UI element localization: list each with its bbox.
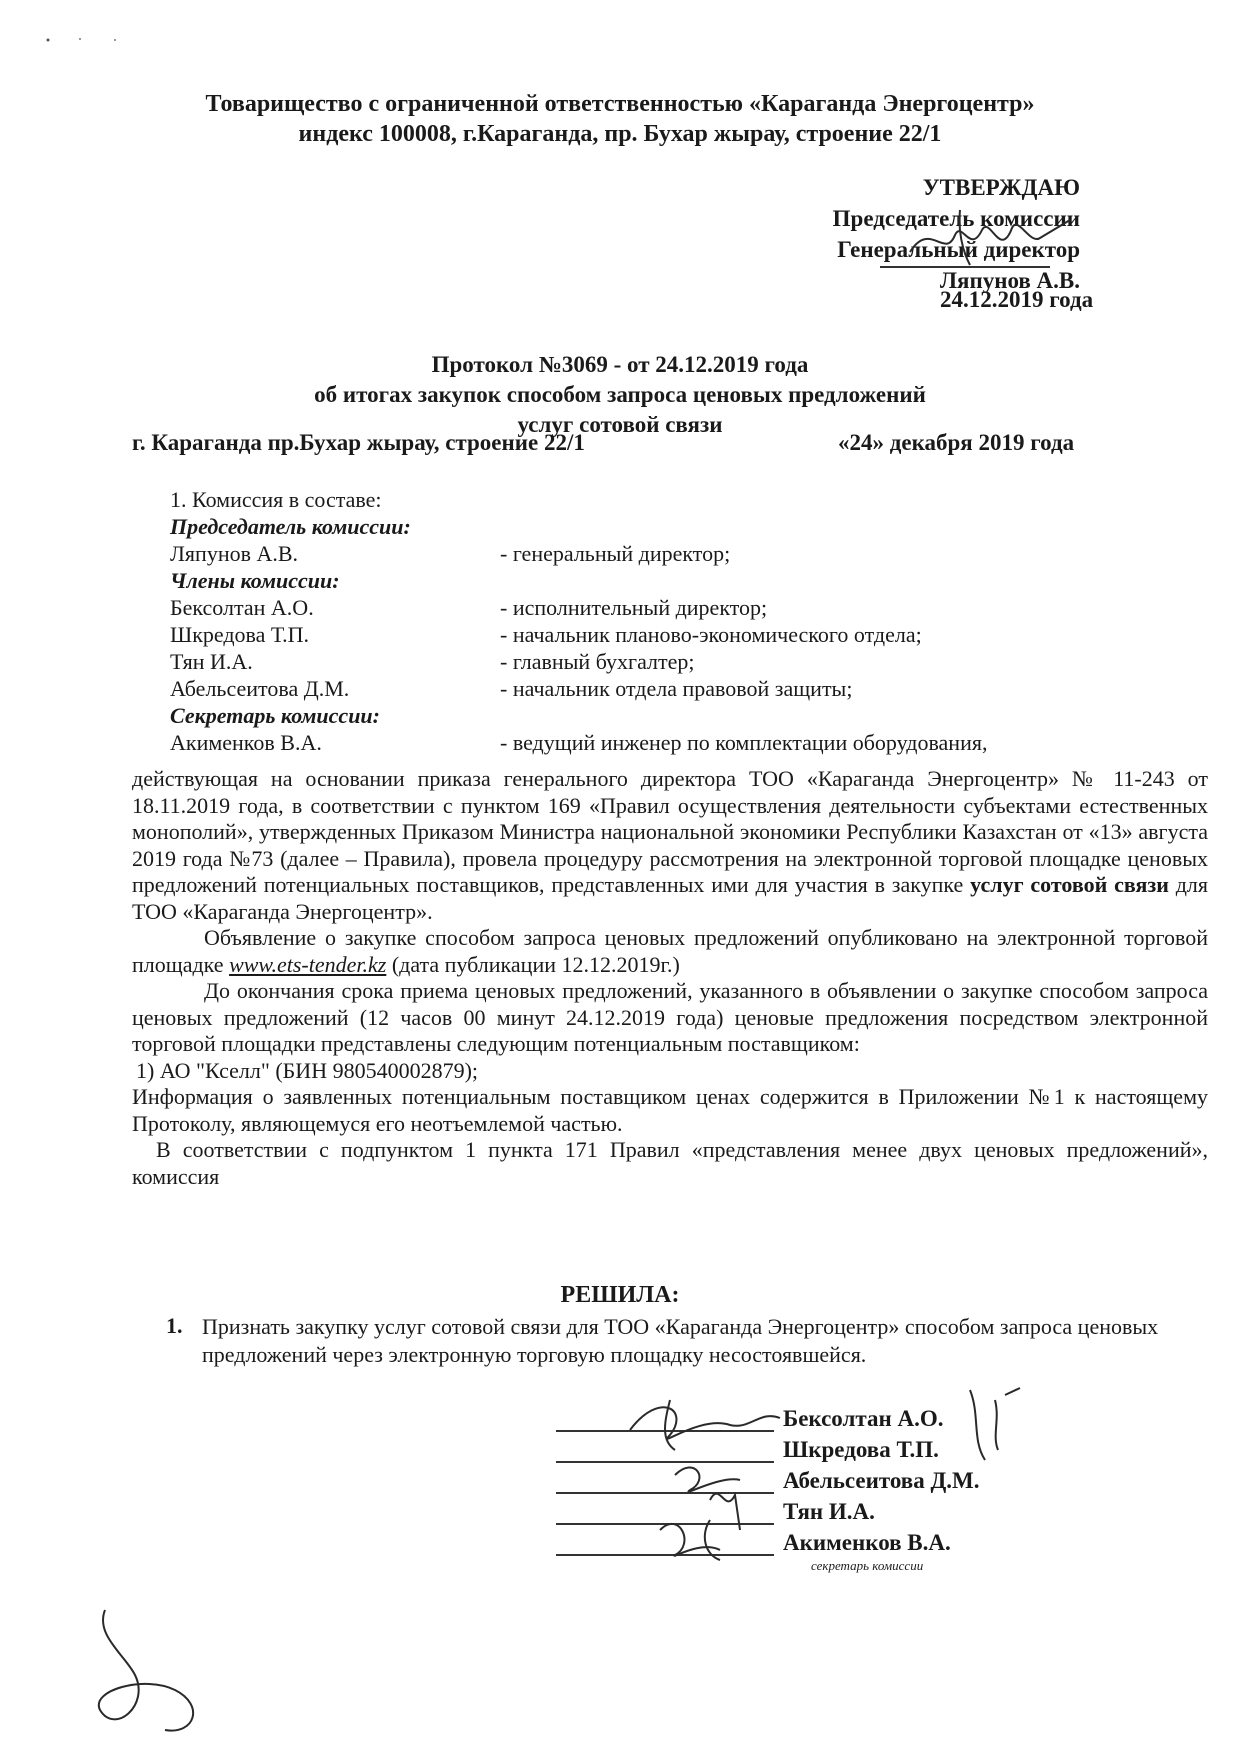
title-line-2: об итогах закупок способом запроса ценовых предложений [314,382,926,407]
signatures-block [783,1403,980,1574]
member-position: - исполнительный директор; [500,595,768,620]
member-name: Тян И.А. [170,649,253,674]
protocol-body [132,766,1208,1190]
member-name: Бексолтан А.О. [170,595,314,620]
secretary-note: секретарь комиссии [811,1558,924,1573]
signer-name: Бексолтан А.О. [783,1406,944,1431]
member-position: - генеральный директор; [500,541,731,566]
paragraph-basis [132,766,1208,925]
approval-date: 24.12.2019 года [940,287,1094,312]
protocol-title [0,350,1240,440]
decision-heading: РЕШИЛА: [560,1282,680,1308]
approval-name: Ляпунов А.В. [939,268,1080,293]
commission-intro: 1. Комиссия в составе: [170,487,382,512]
protocol-date: «24» декабря 2019 года [838,430,1075,455]
member-name: Акименков В.А. [170,730,322,755]
tender-link[interactable]: www.ets-tender.kz [229,951,387,977]
supplier-item: 1) АО "Кселл" (БИН 980540002879); [136,1057,479,1083]
paragraph-text: действующая на основании приказа генерального директора ТОО «Караганда Энергоцентр» № 11-243 от 18.11.2019 года, в соответствии с пунктом 169 «Правил осуществления деятельности субъектами естественных монополий», утвержденных Приказом Министра национальной экономики Республики Казахстан от «13» августа 2019 года №73 (далее – Правила), провела процедуру рассмотрения на электронной торговой площадке ценовых предложений потенциальных поставщиков, представленных ими для участия в закупке [132,766,1208,897]
member-position: - главный бухгалтер; [500,649,695,674]
margin-scribble [85,1595,235,1745]
member-position: - начальник планово-экономического отдела; [500,622,922,647]
chair-heading: Председатель комиссии: [170,514,411,539]
signer-name: Акименков В.А. [783,1530,951,1555]
signer-name: Шкредова Т.П. [783,1437,939,1462]
title-line-3: услуг сотовой связи [517,412,723,437]
signer-name: Абельсеитова Д.М. [783,1468,980,1493]
paragraph-resolution-intro: В соответствии с подпунктом 1 пункта 171 Правил «представления менее двух ценовых предложений», комиссия [132,1137,1208,1189]
approval-label: УТВЕРЖДАЮ [922,175,1080,200]
org-address: индекс 100008, г.Караганда, пр. Бухар жырау, строение 22/1 [298,121,942,147]
title-line-1: Протокол №3069 - от 24.12.2019 года [431,352,809,377]
paragraph-info: Информация о заявленных потенциальным поставщиком ценах содержится в Приложении №1 к настоящему Протоколу, являющемуся его неотъемлемой частью. [132,1084,1208,1136]
approval-role-director: Генеральный директор [837,237,1080,262]
secretary-heading: Секретарь комиссии: [170,703,380,728]
paragraph-deadline: До окончания срока приема ценовых предложений, указанного в объявлении о закупке способом запроса ценовых предложений (12 часов 00 минут 24.12.2019 года) ценовые предложения посредством электронной торговой площадки представлены следующим потенциальным поставщиком: [132,978,1208,1056]
decision-text: Признать закупку услуг сотовой связи для ТОО «Караганда Энергоцентр» способом запроса ценовых предложений через электронную торговую площадку несостоявшейся. [202,1314,1159,1367]
member-name: Ляпунов А.В. [170,541,299,566]
member-position: - начальник отдела правовой защиты; [500,676,853,701]
signer-name: Тян И.А. [783,1499,875,1524]
paragraph-bold-subject: услуг сотовой связи [970,872,1169,897]
paragraph-text: (дата публикации 12.12.2019г.) [386,951,680,977]
org-name: Товарищество с ограниченной ответственностью «Караганда Энергоцентр» [205,91,1035,117]
scan-specks [40,30,140,50]
approval-role-chair: Председатель комиссии [832,206,1080,231]
member-name: Абельсеитова Д.М. [170,676,350,701]
member-position: - ведущий инженер по комплектации оборудования, [500,730,988,755]
decision-number: 1. [166,1313,183,1338]
place: г. Караганда пр.Бухар жырау, строение 22/1 [132,430,585,455]
paragraph-text: для ТОО «Караганда Энергоцентр». [132,872,1208,924]
paragraph-text: Объявление о закупке способом запроса ценовых предложений опубликовано на электронной торговой площадке [132,925,1208,977]
paragraph-announcement [132,925,1208,978]
director-signature [900,190,1080,280]
member-name: Шкредова Т.П. [170,622,310,647]
members-heading: Члены комиссии: [170,568,340,593]
